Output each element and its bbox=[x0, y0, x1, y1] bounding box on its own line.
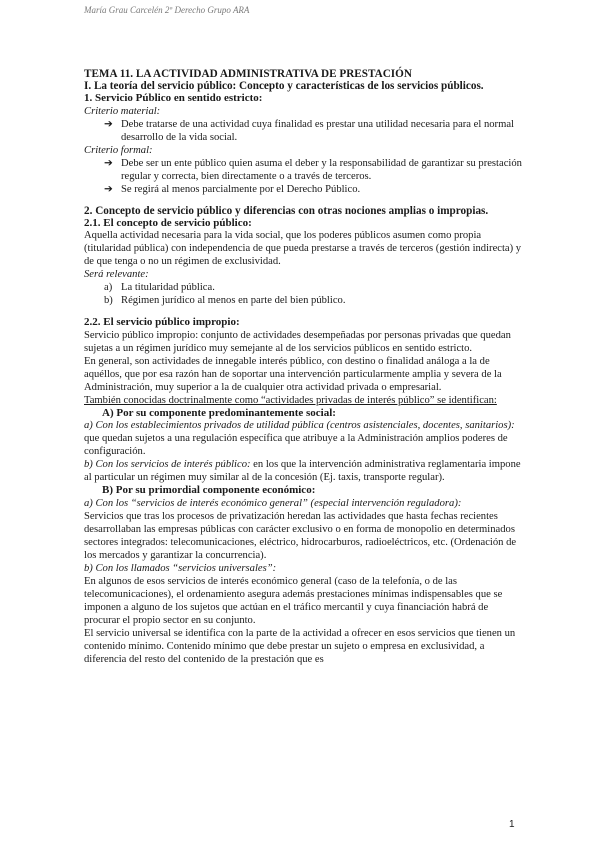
arrow-right-icon: ➔ bbox=[104, 183, 113, 195]
list-marker: a) bbox=[104, 282, 113, 293]
item-label: b) Con los llamados “servicios universales”: bbox=[84, 562, 277, 574]
paragraph: Aquella actividad necesaria para la vida social, que los poderes públicos asumen como propia (titularidad pública) con independencia de que pueda prestarse a través de terceros (gestión indirecta) y de que tenga o no un régimen de exclusividad. bbox=[84, 230, 522, 267]
paragraph: El servicio universal se identifica con la parte de la actividad a ofrecer en esos servicios que tienen un contenido mínimo. Contenido mínimo que debe prestar un sujeto o empresa en exclusividad, a diferencia del resto del contenido de la prestación que es bbox=[84, 627, 516, 665]
paragraph: Servicios que tras los procesos de privatización heredan las actividades que hasta fechas recientes desarrollaban las empresas públicas con carácter exclusivo o en forma de monopolio en determinados sectores integrados: telecomunicaciones, eléctrico, hidrocarburos, radioeléctricos, etc. (Ordenación de los mercados y garantizar la concurrencia). bbox=[84, 510, 517, 561]
list-item bbox=[84, 157, 524, 183]
document-body bbox=[84, 68, 524, 666]
subsection-2-1-heading: 2.1. El concepto de servicio público: bbox=[84, 216, 252, 229]
relevante-label: Será relevante: bbox=[84, 269, 149, 280]
list-item bbox=[84, 281, 524, 294]
section-1-heading: I. La teoría del servicio público: Concepto y características de los servicios públicos. bbox=[84, 80, 484, 92]
list-item-text: Debe tratarse de una actividad cuya finalidad es prestar una utilidad necesaria para el normal desarrollo de la vida social. bbox=[121, 118, 514, 143]
list-item-text: Se regirá al menos parcialmente por el Derecho Público. bbox=[121, 183, 361, 195]
paragraph-underlined: También conocidas doctrinalmente como “actividades privadas de interés público” se identifican: bbox=[84, 394, 497, 406]
subsection-1-heading: 1. Servicio Público en sentido estricto: bbox=[84, 92, 263, 104]
list-item bbox=[84, 118, 524, 144]
list-item bbox=[84, 183, 524, 196]
list-item bbox=[84, 294, 524, 307]
criterio-material-label: Criterio material: bbox=[84, 105, 161, 117]
item-label: a) Con los establecimientos privados de utilidad pública (centros asistenciales, docentes, sanitarios): bbox=[84, 420, 515, 431]
list-item-text: La titularidad pública. bbox=[121, 282, 215, 293]
paragraph bbox=[84, 419, 524, 458]
paragraph: En algunos de esos servicios de interés económico general (caso de la telefonía, o de las telecomunicaciones), el ordenamiento asegura además prestaciones mínimas indispensables que se imponen a alguno de los sujetos que actúan en el tráfico mercantil y cuya financiación habrá de procurar el propio sector en su conjunto. bbox=[84, 575, 503, 626]
paragraph bbox=[84, 458, 524, 484]
item-text: que quedan sujetos a una regulación específica que atribuye a la Administración amplios poderes de configuración. bbox=[84, 433, 508, 457]
item-label: a) Con los “servicios de interés económico general” (especial intervención reguladora): bbox=[84, 497, 462, 509]
document-title: TEMA 11. LA ACTIVIDAD ADMINISTRATIVA DE PRESTACIÓN bbox=[84, 68, 412, 80]
paragraph: Servicio público impropio: conjunto de actividades desempeñadas por personas privadas que quedan sujetas a un régimen jurídico muy semejante al de los servicios públicos en sentido estricto. bbox=[84, 329, 511, 354]
arrow-right-icon: ➔ bbox=[104, 118, 113, 130]
heading-a: A) Por su componente predominantemente social: bbox=[102, 406, 336, 419]
subsection-2-2-heading: 2.2. El servicio público impropio: bbox=[84, 316, 240, 328]
paragraph: En general, son actividades de innegable interés público, con destino o finalidad análoga a la de aquéllos, que por esa razón han de soportar una intervención particularmente amplia y severa de la Administración, muy superior a la de cualquier otra actividad privada o empresarial. bbox=[84, 355, 502, 393]
heading-b: B) Por su primordial componente económico: bbox=[102, 484, 316, 496]
list-marker: b) bbox=[104, 295, 113, 306]
arrow-right-icon: ➔ bbox=[104, 157, 113, 169]
list-item-text: Debe ser un ente público quien asuma el deber y la responsabilidad de garantizar su prestación regular y correcta, bien directamente o a través de terceros. bbox=[121, 157, 522, 182]
section-2-heading: 2. Concepto de servicio público y diferencias con otras nociones amplias o impropias. bbox=[84, 204, 489, 217]
item-label: b) Con los servicios de interés público: bbox=[84, 459, 251, 470]
item-text: en los que la intervención administrativa reglamentaria impone al particular un régimen muy similar al de la concesión (Ej. taxis, transporte regular). bbox=[84, 459, 521, 483]
page-header: María Grau Carcelén 2º Derecho Grupo ARA bbox=[84, 5, 250, 15]
list-item-text: Régimen jurídico al menos en parte del bien público. bbox=[121, 295, 346, 306]
page-number: 1 bbox=[509, 819, 515, 830]
criterio-formal-label: Criterio formal: bbox=[84, 144, 153, 156]
